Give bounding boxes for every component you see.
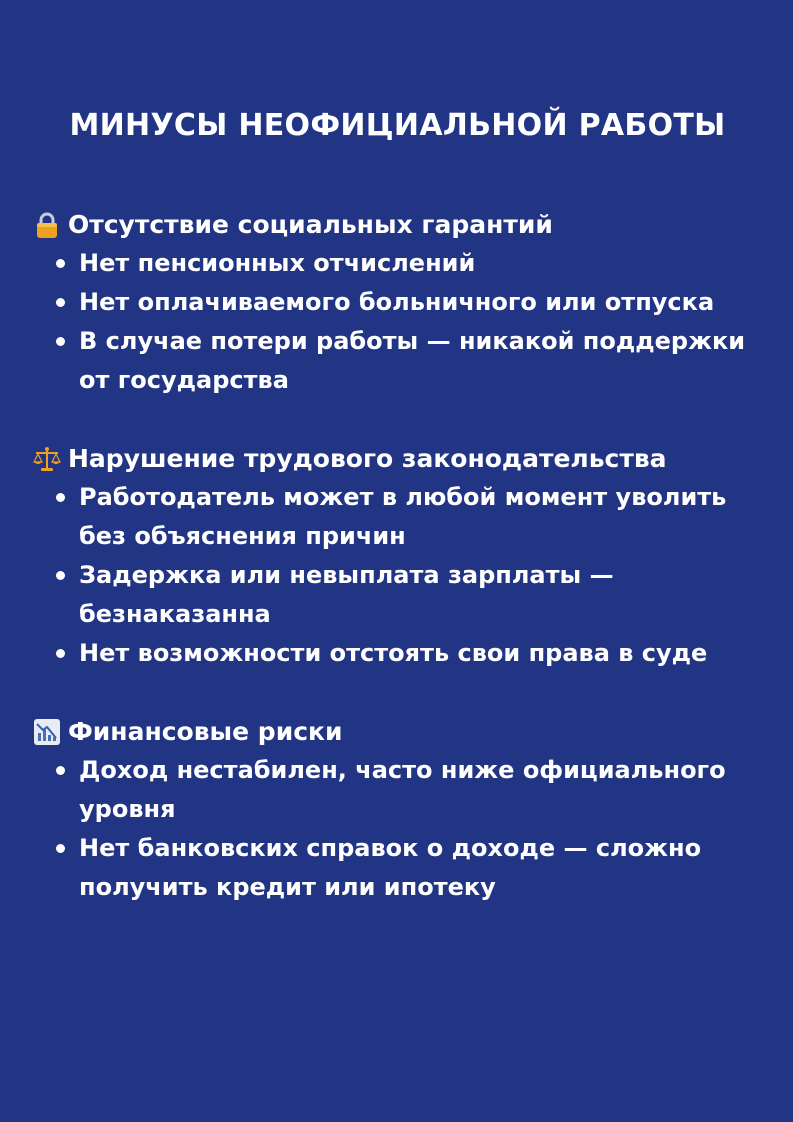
bullet-list [32,478,763,673]
bullet-dot [56,298,65,307]
bullet-dot [56,259,65,268]
bullet-list [32,751,763,907]
bullet-dot [56,844,65,853]
section-heading [32,205,763,244]
section-heading [32,712,763,751]
bullet-dot [56,649,65,658]
section-social-guarantees [32,205,763,400]
list-item: Задержка или невыплата зарплаты — безнаказанна [56,556,763,634]
chart-decreasing-icon [32,717,62,747]
list-item: Нет пенсионных отчислений [56,244,763,283]
list-item: Доход нестабилен, часто ниже официального уровня [56,751,763,829]
bullet-dot [56,493,65,502]
section-heading-text: Финансовые риски [68,717,343,746]
lock-icon [32,210,62,240]
bullet-dot [56,571,65,580]
list-item: Работодатель может в любой момент уволить без объяснения причин [56,478,763,556]
balance-scale-icon [32,444,62,474]
list-item: Нет банковских справок о доходе — сложно получить кредит или ипотеку [56,829,763,907]
bullet-dot [56,766,65,775]
page-title: МИНУСЫ НЕОФИЦИАЛЬНОЙ РАБОТЫ [69,108,726,143]
section-heading-text: Отсутствие социальных гарантий [68,210,553,239]
list-item: Нет оплачиваемого больничного или отпуска [56,283,763,322]
section-financial-risks [32,712,763,907]
list-item: Нет возможности отстоять свои права в суде [56,634,763,673]
section-heading [32,439,763,478]
bullet-dot [56,337,65,346]
section-heading-text: Нарушение трудового законодательства [68,444,667,473]
section-labor-law [32,439,763,673]
bullet-list [32,244,763,400]
list-item: В случае потери работы — никакой поддержки от государства [56,322,763,400]
